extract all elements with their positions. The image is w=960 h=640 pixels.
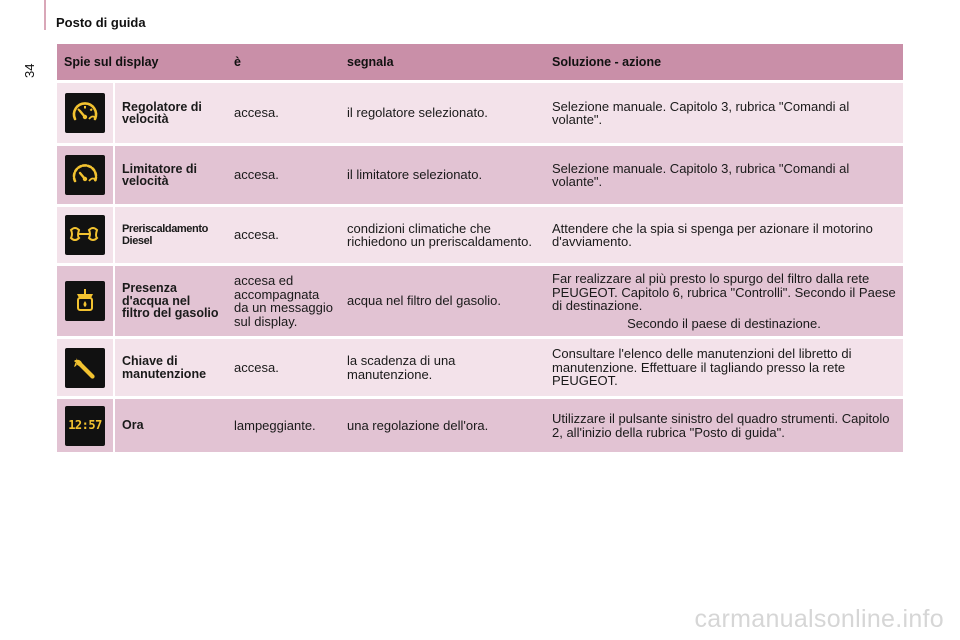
table-row xyxy=(57,266,903,339)
section-marker xyxy=(44,0,46,30)
light-name: Limitatore di velocità xyxy=(122,161,198,188)
warning-lights-table xyxy=(57,44,903,455)
light-state: accesa ed accompagnata da un messaggio sul display. xyxy=(234,273,334,329)
light-action: Selezione manuale. Capitolo 3, rubrica "Comandi al volante". xyxy=(552,160,850,189)
table-header xyxy=(57,44,903,83)
light-signal: la scadenza di una manutenzione. xyxy=(347,353,456,382)
table-row xyxy=(57,146,903,207)
table-row xyxy=(57,399,903,455)
light-name: Chiave di manutenzione xyxy=(122,354,207,381)
light-state: accesa. xyxy=(234,359,279,375)
column-header-light: Spie sul display xyxy=(64,55,159,69)
light-signal: una regolazione dell'ora. xyxy=(347,417,489,433)
table-row xyxy=(57,339,903,399)
light-action: Attendere che la spia si spenga per azionare il motorino d'avviamento. xyxy=(552,220,873,249)
wrench-icon xyxy=(65,348,105,388)
light-signal: il limitatore selezionato. xyxy=(347,167,483,183)
light-name: Presenza d'acqua nel filtro del gasolio xyxy=(122,281,219,321)
light-state: accesa. xyxy=(234,167,279,183)
table-row xyxy=(57,83,903,146)
glow-plug-icon xyxy=(65,215,105,255)
light-action-line: Secondo il paese di destinazione. xyxy=(627,315,821,331)
light-signal: il regolatore selezionato. xyxy=(347,105,488,121)
watermark: carmanualsonline.info xyxy=(694,605,944,633)
light-action-line: Far realizzare al più presto lo spurgo del filtro dalla rete PEUGEOT. Capitolo 6, rubrica "Controlli". Secondo il Paese di destinazione. xyxy=(552,271,896,313)
light-state: accesa. xyxy=(234,227,279,243)
clock-display-digits: 12:57 xyxy=(68,417,102,432)
light-signal: acqua nel filtro del gasolio. xyxy=(347,293,501,309)
light-state: accesa. xyxy=(234,105,279,121)
light-action: Utilizzare il pulsante sinistro del quadro strumenti. Capitolo 2, all'inizio della rubrica "Posto di guida". xyxy=(552,411,890,440)
light-action: Selezione manuale. Capitolo 3, rubrica "Comandi al volante". xyxy=(552,98,850,127)
light-name: Preriscaldamento Diesel xyxy=(122,222,208,247)
light-signal: condizioni climatiche che richiedono un preriscaldamento. xyxy=(347,220,532,249)
page-number: 34 xyxy=(22,63,37,78)
light-state: lampeggiante. xyxy=(234,417,316,433)
light-name: Ora xyxy=(122,418,144,433)
section-title: Posto di guida xyxy=(56,15,146,30)
speed-regulator-icon xyxy=(65,93,105,133)
table-row xyxy=(57,207,903,266)
column-header-action: Soluzione - azione xyxy=(552,55,662,69)
light-name: Regolatore di velocità xyxy=(122,99,202,126)
light-action: Consultare l'elenco delle manutenzioni del libretto di manutenzione. Effettuare il tagliando presso la rete PEUGEOT. xyxy=(552,346,852,389)
light-action xyxy=(545,266,903,336)
column-header-state: è xyxy=(234,55,241,69)
column-header-signal: segnala xyxy=(347,55,394,69)
clock-display-icon xyxy=(65,406,105,446)
water-in-fuel-icon xyxy=(65,281,105,321)
speed-limiter-icon xyxy=(65,155,105,195)
